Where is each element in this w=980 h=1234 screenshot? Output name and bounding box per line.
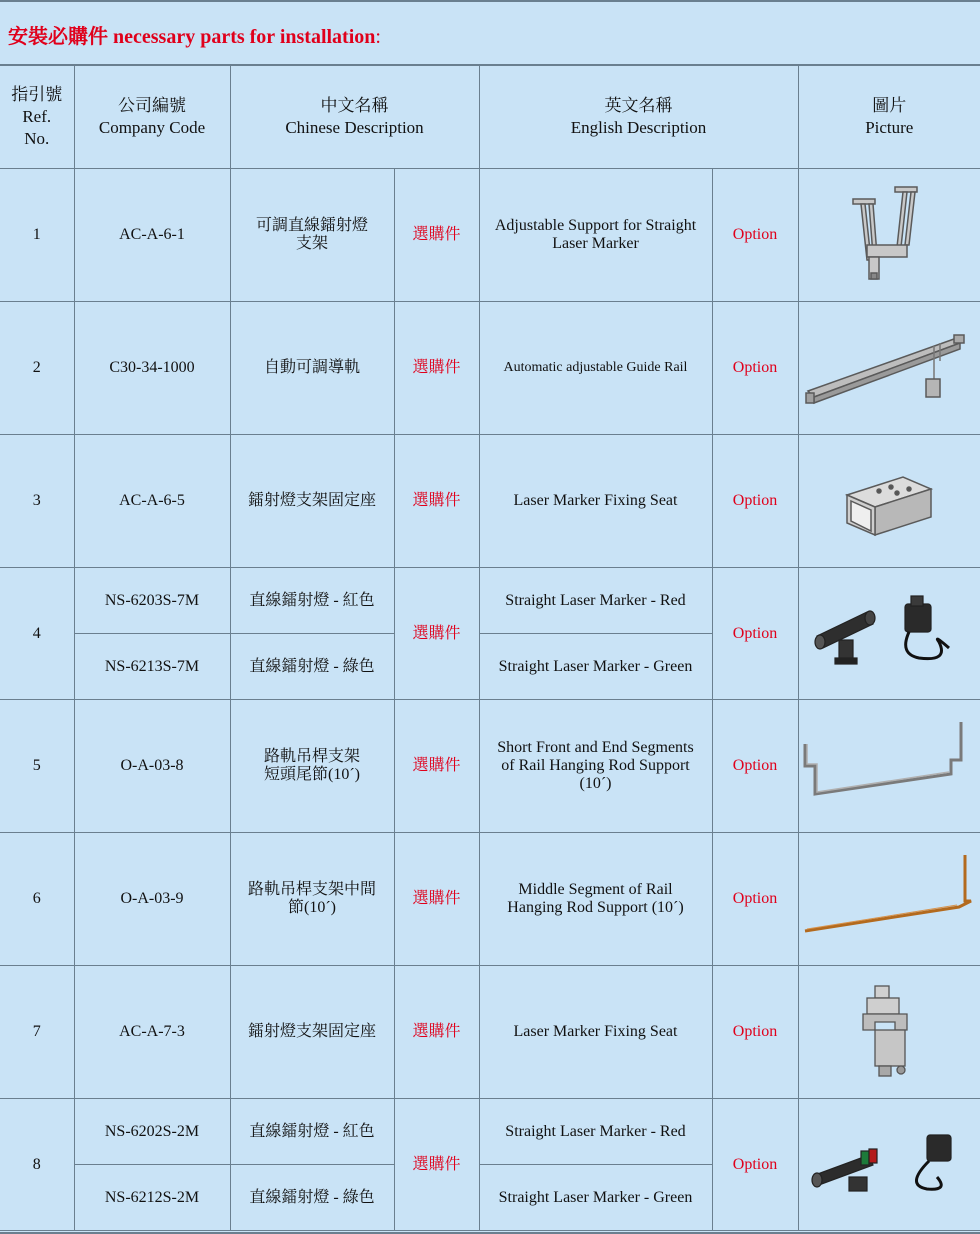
page-title <box>0 2 980 65</box>
zh-desc-cell <box>230 302 394 435</box>
header-code <box>74 66 230 169</box>
en-option-cell: Option <box>712 302 798 435</box>
header-zh-desc <box>230 66 479 169</box>
picture-cell <box>798 568 980 700</box>
laser-marker-small-picture <box>809 1125 969 1205</box>
zh-desc-cell: 直線鐳射燈 - 紅色 <box>230 568 394 634</box>
adjustable-support-picture <box>849 185 929 285</box>
en-desc-line: Hanging Rod Support (10´) <box>507 899 684 916</box>
code-cell: NS-6202S-2M <box>74 1099 230 1165</box>
zh-desc-cell <box>230 169 394 302</box>
zh-option-cell: 選購件 <box>394 1099 479 1231</box>
en-desc-cell <box>479 966 712 1099</box>
en-option-cell: Option <box>712 435 798 568</box>
table-row <box>0 700 980 833</box>
zh-desc-line: 可調直線鐳射燈 <box>255 217 368 234</box>
table-row <box>0 435 980 568</box>
zh-desc-line: 路軌吊桿支架中間 <box>247 881 376 898</box>
zh-desc-line: 節(10´) <box>288 899 336 916</box>
header-ref <box>0 66 74 169</box>
code-cell: NS-6212S-2M <box>74 1165 230 1231</box>
code-cell: O-A-03-9 <box>74 833 230 966</box>
code-cell: O-A-03-8 <box>74 700 230 833</box>
en-desc-line: Adjustable Support for Straight <box>494 217 697 234</box>
header-picture-en: Picture <box>865 118 914 137</box>
table-row <box>0 966 980 1099</box>
code-cell: AC-A-7-3 <box>74 966 230 1099</box>
ref-cell: 7 <box>0 966 74 1099</box>
zh-desc-cell: 直線鐳射燈 - 綠色 <box>230 634 394 700</box>
en-option-cell: Option <box>712 169 798 302</box>
table-row <box>0 302 980 435</box>
zh-option-cell: 選購件 <box>394 302 479 435</box>
en-desc-line: Middle Segment of Rail <box>518 881 673 898</box>
zh-option-cell: 選購件 <box>394 966 479 1099</box>
parts-table <box>0 65 980 1231</box>
en-desc-line: (10´) <box>579 775 612 792</box>
en-desc-line: Laser Marker <box>552 235 639 252</box>
title-en: necessary parts for installation <box>108 26 376 48</box>
ref-cell: 8 <box>0 1099 74 1231</box>
zh-option-cell: 選購件 <box>394 435 479 568</box>
title-zh: 安裝必購件 <box>8 26 108 48</box>
header-zh-desc-en: Chinese Description <box>285 118 424 137</box>
en-option-cell: Option <box>712 568 798 700</box>
zh-desc-cell <box>230 700 394 833</box>
zh-desc-line: 鐳射燈支架固定座 <box>247 1023 376 1040</box>
table-row <box>0 568 980 634</box>
header-row <box>0 66 980 169</box>
picture-cell <box>798 302 980 435</box>
header-ref-en1: Ref. <box>22 107 52 126</box>
en-desc-cell: Straight Laser Marker - Red <box>479 1099 712 1165</box>
clamp-seat-picture <box>859 984 919 1080</box>
zh-option-cell: 選購件 <box>394 568 479 700</box>
zh-desc-cell <box>230 833 394 966</box>
picture-cell <box>798 833 980 966</box>
zh-desc-cell: 直線鐳射燈 - 紅色 <box>230 1099 394 1165</box>
header-en-desc-zh: 英文名稱 <box>604 96 673 115</box>
ref-cell: 5 <box>0 700 74 833</box>
en-option-cell: Option <box>712 700 798 833</box>
hanging-rod-middle-picture <box>801 849 977 949</box>
zh-desc-line: 自動可調導軌 <box>263 359 360 376</box>
picture-cell <box>798 700 980 833</box>
fixing-seat-picture <box>839 461 939 541</box>
header-picture <box>798 66 980 169</box>
en-option-cell: Option <box>712 966 798 1099</box>
zh-desc-line: 鐳射燈支架固定座 <box>247 492 376 509</box>
zh-desc-line: 路軌吊桿支架 <box>263 748 360 765</box>
en-desc-cell <box>479 700 712 833</box>
ref-cell: 2 <box>0 302 74 435</box>
header-ref-en2: No. <box>24 129 50 148</box>
code-cell: NS-6213S-7M <box>74 634 230 700</box>
picture-cell <box>798 966 980 1099</box>
zh-desc-cell <box>230 966 394 1099</box>
en-desc-line: Laser Marker Fixing Seat <box>513 1023 678 1040</box>
en-desc-cell: Straight Laser Marker - Green <box>479 1165 712 1231</box>
ref-cell: 3 <box>0 435 74 568</box>
en-desc-line: Short Front and End Segments <box>497 739 694 756</box>
table-row <box>0 169 980 302</box>
title-colon: : <box>375 26 381 48</box>
en-desc-cell <box>479 302 712 435</box>
header-picture-zh: 圖片 <box>872 96 907 115</box>
zh-desc-cell: 直線鐳射燈 - 綠色 <box>230 1165 394 1231</box>
en-desc-cell <box>479 435 712 568</box>
en-desc-cell: Straight Laser Marker - Red <box>479 568 712 634</box>
header-en-desc-en: English Description <box>570 118 707 137</box>
zh-desc-line: 短頭尾節(10´) <box>264 766 360 783</box>
header-zh-desc-zh: 中文名稱 <box>320 96 389 115</box>
zh-desc-line: 支架 <box>295 235 328 252</box>
picture-cell <box>798 1099 980 1231</box>
en-desc-line: Laser Marker Fixing Seat <box>513 492 678 509</box>
table-row <box>0 1099 980 1165</box>
code-cell: C30-34-1000 <box>74 302 230 435</box>
zh-option-cell: 選購件 <box>394 833 479 966</box>
en-option-cell: Option <box>712 833 798 966</box>
header-en-desc <box>479 66 798 169</box>
code-cell: NS-6203S-7M <box>74 568 230 634</box>
header-ref-zh: 指引號 <box>11 85 63 104</box>
en-desc-cell <box>479 833 712 966</box>
zh-option-cell: 選購件 <box>394 700 479 833</box>
hanging-rod-short-picture <box>801 716 977 816</box>
laser-marker-picture <box>809 584 969 684</box>
en-desc-cell <box>479 169 712 302</box>
en-desc-line: of Rail Hanging Rod Support <box>501 757 690 774</box>
ref-cell: 4 <box>0 568 74 700</box>
header-code-en: Company Code <box>98 118 206 137</box>
header-code-zh: 公司編號 <box>118 96 186 115</box>
en-option-cell: Option <box>712 1099 798 1231</box>
picture-cell <box>798 169 980 302</box>
table-row <box>0 833 980 966</box>
picture-cell <box>798 435 980 568</box>
code-cell: AC-A-6-5 <box>74 435 230 568</box>
guide-rail-picture <box>804 321 974 416</box>
ref-cell: 1 <box>0 169 74 302</box>
en-desc-line: Automatic adjustable Guide Rail <box>503 360 688 375</box>
en-desc-cell: Straight Laser Marker - Green <box>479 634 712 700</box>
zh-option-cell: 選購件 <box>394 169 479 302</box>
ref-cell: 6 <box>0 833 74 966</box>
zh-desc-cell <box>230 435 394 568</box>
code-cell: AC-A-6-1 <box>74 169 230 302</box>
